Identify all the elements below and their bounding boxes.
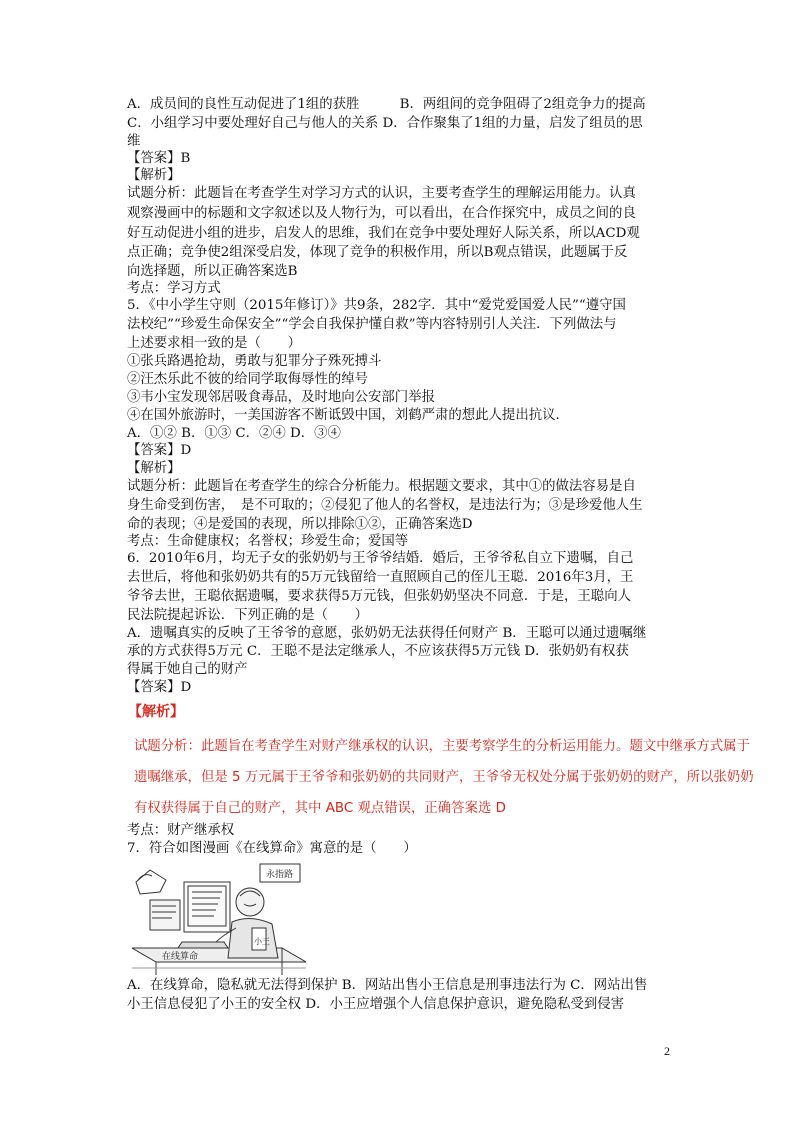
text-line: A．成员间的良性互动促进了1组的获胜 B．两组间的竞争阻碍了2组竞争力的提高 (127, 97, 646, 112)
text-line: ④在国外旅游时，一美国游客不断诋毁中国，刘鹤严肃的想此人提出抗议． (127, 408, 569, 423)
text-line: ②汪杰乐此不彼的给同学取侮辱性的绰号 (127, 372, 369, 387)
text-line: 小王信息侵犯了小王的安全权 D．小王应增强个人信息保护意识，避免隐私受到侵害 (127, 997, 625, 1012)
cartoon-illustration (132, 862, 306, 975)
text-line: 法校纪”“珍爱生命保安全”“学会自我保护懂自救”等内容特别引人关注．下列做法与 (127, 317, 617, 332)
page-number: 2 (664, 1044, 670, 1058)
text-line: 得属于她自己的财产 (127, 662, 248, 677)
red-text-line: 有权获得属于自己的财产，其中 ABC 观点错误，正确答案选 D (134, 801, 506, 816)
text-line: 5．《中小学生守则（2015年修订）》共9条，282字．其中“爱党爱国爱人民”“遵守国 (127, 298, 626, 313)
text-line: 【解析】 (127, 461, 181, 476)
text-line: 去世后，将他和张奶奶共有的5万元钱留给一直照顾自己的侄儿王聪．2016年3月，王 (127, 570, 634, 585)
text-line: 考点：生命健康权；名誉权；珍爱生命；爱国等 (127, 534, 409, 549)
cartoon-name-tag: 小王 (254, 937, 270, 946)
text-line: 考点：学习方式 (127, 281, 221, 296)
text-line: A．在线算命，隐私就无法得到保护 B．网站出售小王信息是刑事违法行为 C．网站出售 (127, 978, 648, 993)
text-line: 观察漫画中的标题和文字叙述以及人物行为，可以看出，在合作探究中，成员之间的良 (127, 206, 636, 221)
text-line: 向选择题，所以正确答案选B (127, 264, 298, 279)
text-line: 承的方式获得5万元 C．王聪不是法定继承人，不应该获得5万元钱 D．张奶奶有权获 (127, 644, 629, 659)
text-line: 试题分析：此题旨在考查学生的综合分析能力。根据题文要求，其中①的做法容易是自 (127, 479, 636, 494)
text-line: C．小组学习中要处理好自己与他人的关系 D．合作聚集了1组的力量，启发了组员的思 (127, 116, 643, 131)
text-line: 考点：财产继承权 (127, 823, 235, 838)
cartoon-sign-text: 永指路 (266, 870, 294, 880)
red-text-line: 遗嘱继承，但是 5 万元属于王爷爷和张奶奶的共同财产，王爷爷无权处分属于张奶奶的财产，所以张奶奶 (134, 770, 754, 785)
text-line: ①张兵路遇抢劫，勇敢与犯罪分子殊死搏斗 (127, 354, 382, 369)
text-line: 好互动促进小组的进步，启发人的思维，我们在竞争中要处理好人际关系，所以ACD观 (127, 226, 640, 241)
text-line: 6．2010年6月，均无子女的张奶奶与王爷爷结婚．婚后，王爷爷私自立下遗嘱，自己 (127, 551, 634, 566)
text-line: 【答案】D (127, 680, 192, 695)
text-line: 试题分析：此题旨在考查学生对学习方式的认识，主要考查学生的理解运用能力。认真 (127, 186, 636, 201)
red-heading: 【解析】 (128, 704, 184, 720)
cartoon-caption: 在线算命 (162, 952, 199, 962)
text-line: A．①② B．①③ C．②④ D．③④ (127, 426, 341, 441)
text-line: 上述要求相一致的是（ ） (127, 336, 302, 351)
text-line: 民法院提起诉讼．下列正确的是（ ） (127, 608, 369, 623)
text-line: 点正确；竞争使2组深受启发，体现了竞争的积极作用，所以B观点错误，此题属于反 (127, 245, 628, 260)
text-line: ③韦小宝发现邻居吸食毒品，及时地向公安部门举报 (127, 390, 435, 405)
text-line: A．遗嘱真实的反映了王爷爷的意愿，张奶奶无法获得任何财产 B．王聪可以通过遗嘱继 (127, 626, 647, 641)
text-line: 爷爷去世，王聪依据遗嘱，要求获得5万元钱，但张奶奶坚决不同意．于是，王聪向人 (127, 589, 631, 604)
red-text-line: 试题分析：此题旨在考查学生对财产继承权的认识，主要考察学生的分析运用能力。题文中继承方式属于 (134, 739, 750, 754)
text-line: 【答案】D (127, 443, 192, 458)
text-line: 【答案】B (127, 151, 191, 166)
text-line: 命的表现；④是爱国的表现，所以排除①②，正确答案选D (127, 517, 473, 532)
text-line: 身生命受到伤害， 是不可取的；②侵犯了他人的名誉权，是违法行为；③是珍爱他人生 (127, 498, 643, 513)
text-line: 维 (127, 134, 141, 149)
text-line: 【解析】 (127, 168, 181, 183)
text-line: 7．符合如图漫画《在线算命》寓意的是（ ） (127, 841, 417, 856)
